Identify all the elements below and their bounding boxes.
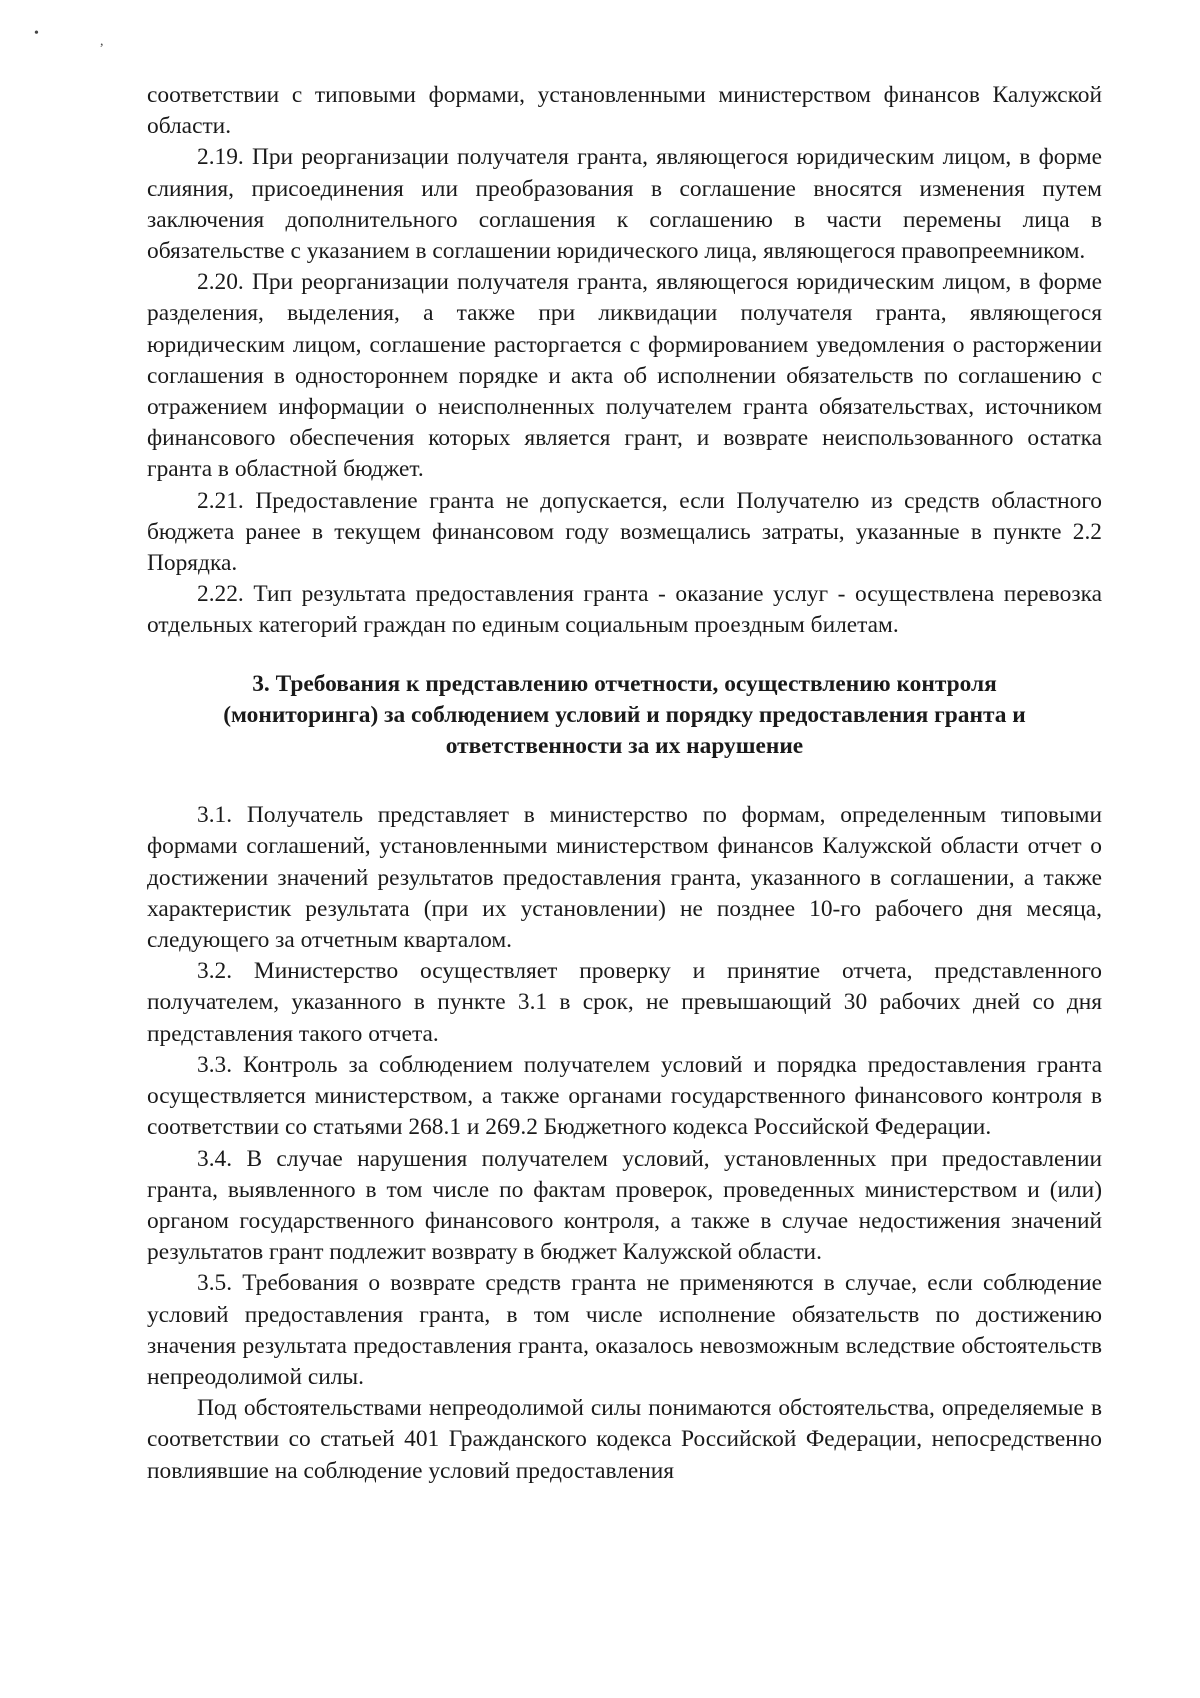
scan-artifact: , [100, 34, 104, 49]
paragraph: соответствии с типовыми формами, установленными министерством финансов Калужской области. [147, 82, 1102, 140]
paragraph-2-21: 2.21. Предоставление гранта не допускается, если Получателю из средств областного бюджета ранее в текущем финансовом году возмещались затраты, указанные в пункте 2.2 Порядка. [147, 487, 1102, 577]
paragraph-3-4: 3.4. В случае нарушения получателем условий, установленных при предоставлении гранта, выявленного в том числе по фактам проверок, проведенных министерством и (или) органом государственного финансового контроля, а также в случае недостижения значений результатов грант подлежит возврату в бюджет Калужской области. [147, 1145, 1102, 1266]
paragraph-3-1: 3.1. Получатель представляет в министерство по формам, определенным типовыми формами соглашений, установленными министерством финансов Калужской области отчет о достижении значений результатов предоставления гранта, указанного в соглашении, а также характеристик результата (при их установлении) не позднее 10-го рабочего дня месяца, следующего за отчетным кварталом. [147, 802, 1102, 954]
paragraph-3-2: 3.2. Министерство осуществляет проверку и принятие отчета, представленного получателем, указанного в пункте 3.1 в срок, не превышающий 30 рабочих дней со дня представления такого отчета. [147, 958, 1102, 1047]
paragraph-2-22: 2.22. Тип результата предоставления гранта - оказание услуг - осуществлена перевозка отдельных категорий граждан по единым социальным проездным билетам. [147, 581, 1102, 639]
document-page [147, 80, 1102, 1487]
paragraph-3-3: 3.3. Контроль за соблюдением получателем условий и порядка предоставления гранта осуществляется министерством, а также органами государственного финансового контроля в соответствии со статьями 268.1 и 269.2 Бюджетного кодекса Российской Федерации. [147, 1051, 1102, 1141]
paragraph-2-20: 2.20. При реорганизации получателя гранта, являющегося юридическим лицом, в форме разделения, выделения, а также при ликвидации получателя гранта, являющегося юридическим лицом, соглашение расторгается с формированием уведомления о расторжении соглашения в одностороннем порядке и акта об исполнении обязательств по соглашению с отражением информации о неисполненных получателем гранта обязательствах, источником финансового обеспечения которых является грант, и возврате неиспользованного остатка гранта в областной бюджет. [147, 269, 1102, 483]
scan-artifact: • [34, 26, 39, 41]
paragraph-3-5: 3.5. Требования о возврате средств гранта не применяются в случае, если соблюдение условий предоставления гранта, в том числе исполнение обязательств по достижению значения результата предоставления гранта, оказалось невозможным вследствие обстоятельств непреодолимой силы. [147, 1270, 1102, 1390]
paragraph-2-19: 2.19. При реорганизации получателя гранта, являющегося юридическим лицом, в форме слияния, присоединения или преобразования в соглашение вносятся изменения путем заключения дополнительного соглашения к соглашению в части перемены лица в обязательстве с указанием в соглашении юридического лица, являющегося правопреемником. [147, 144, 1102, 265]
paragraph-force-majeure: Под обстоятельствами непреодолимой силы понимаются обстоятельства, определяемые в соответствии со статьей 401 Гражданского кодекса Российской Федерации, непосредственно повлиявшие на соблюдение условий предоставления [147, 1395, 1102, 1484]
section-3-heading: 3. Требования к представлению отчетности, осуществлению контроля (мониторинга) за соблюдением условий и порядку предоставления гранта и ответственности за их нарушение [223, 670, 1026, 760]
